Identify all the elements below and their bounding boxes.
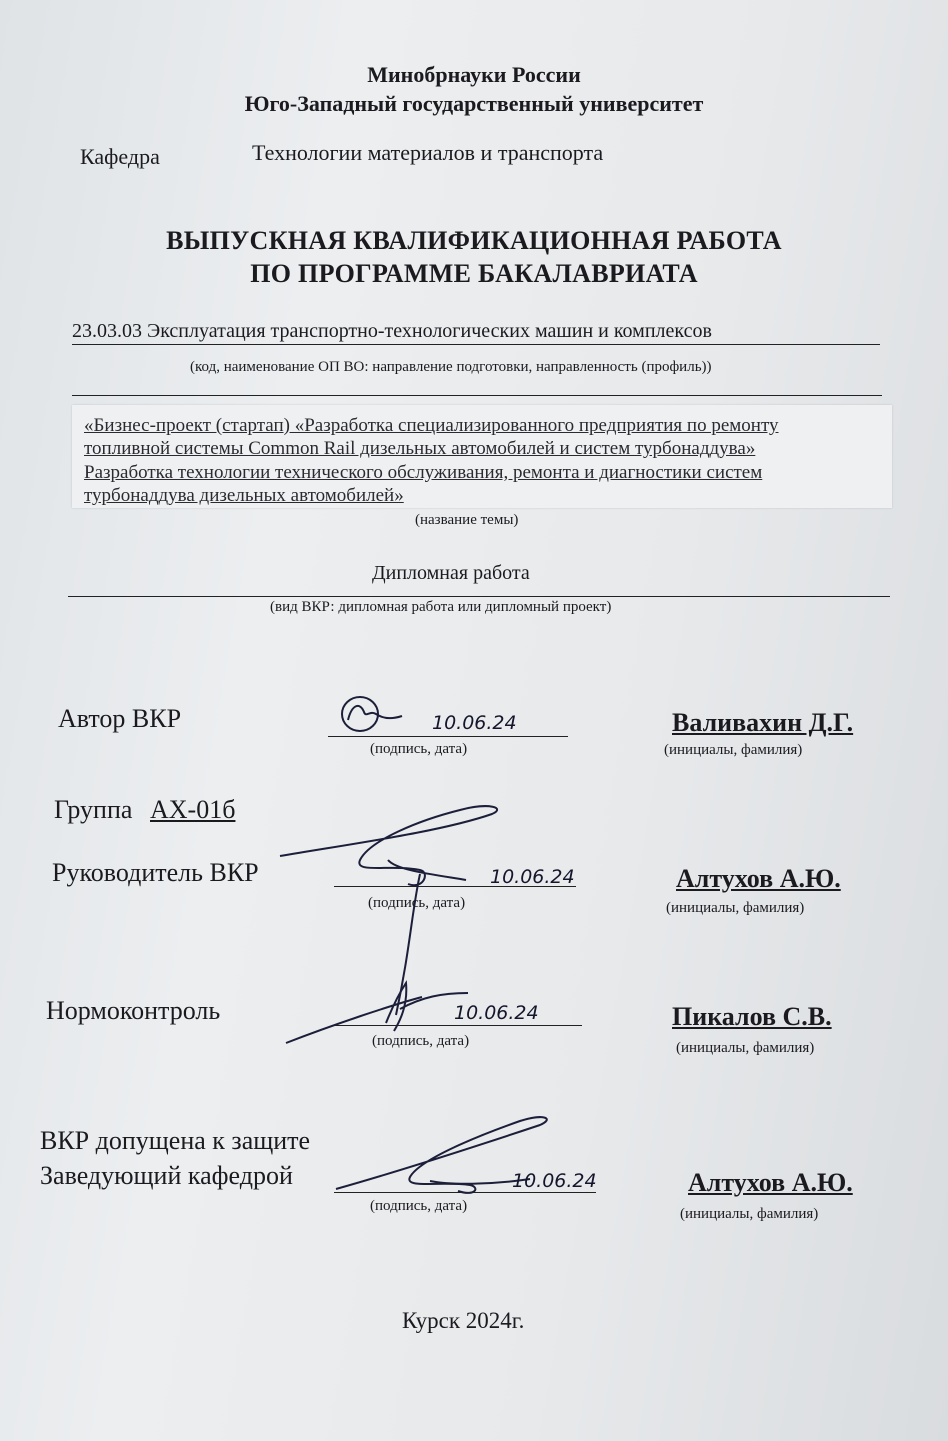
supervisor-sig-caption-wrap <box>368 894 465 912</box>
supervisor-role: Руководитель ВКР <box>52 858 259 887</box>
program-caption: (код, наименование ОП ВО: направление подготовки, направленность (профиль)) <box>190 359 712 375</box>
department-name: Технологии материалов и транспорта <box>252 140 604 165</box>
normcontrol-date: 10.06.24 <box>454 1002 539 1024</box>
normcontrol-sig-caption: (подпись, дата) <box>372 1033 470 1049</box>
head-name: Алтухов А.Ю. <box>688 1168 853 1197</box>
program-caption-wrap <box>190 358 712 376</box>
author-name-caption-wrap <box>664 741 802 759</box>
topic-caption-wrap <box>415 511 518 529</box>
defense-admitted: ВКР допущена к защите <box>40 1126 311 1155</box>
program-underline <box>72 344 880 345</box>
author-name-caption: (инициалы, фамилия) <box>664 742 803 758</box>
head-name-caption: (инициалы, фамилия) <box>680 1206 819 1222</box>
head-date: 10.06.24 <box>512 1170 597 1192</box>
topic-line-4: турбонаддува дизельных автомобилей» <box>84 485 404 506</box>
author-role: Автор ВКР <box>58 704 182 733</box>
author-sig-caption: (подпись, дата) <box>370 741 468 757</box>
department-label: Кафедра <box>80 144 160 169</box>
head-sig-caption-wrap <box>370 1197 467 1215</box>
topic-line-3: Разработка технологии технического обслуживания, ремонта и диагностики систем <box>84 462 763 483</box>
work-type-underline <box>68 596 890 597</box>
document-title-line2: ПО ПРОГРАММЕ БАКАЛАВРИАТА <box>250 259 698 288</box>
supervisor-sig-caption: (подпись, дата) <box>368 895 466 911</box>
head-sig-caption: (подпись, дата) <box>370 1198 468 1214</box>
supervisor-name-caption-wrap <box>666 899 804 917</box>
normcontrol-role: Нормоконтроль <box>46 996 221 1025</box>
university-name: Юго-Западный государственный университет <box>244 91 704 116</box>
head-role: Заведующий кафедрой <box>40 1161 293 1190</box>
document-title-line1: ВЫПУСКНАЯ КВАЛИФИКАЦИОННАЯ РАБОТА <box>166 226 782 255</box>
work-type-caption-wrap <box>270 598 611 616</box>
group-label: Группа <box>54 795 133 824</box>
normcontrol-name-caption-wrap <box>676 1039 814 1057</box>
work-type-caption: (вид ВКР: дипломная работа или дипломный проект) <box>270 599 612 615</box>
topic-line-2: топливной системы Common Rail дизельных автомобилей и систем турбонаддува» <box>84 438 756 459</box>
topic-caption: (название темы) <box>415 512 519 528</box>
author-date: 10.06.24 <box>432 712 517 734</box>
author-signature <box>330 690 430 740</box>
normcontrol-name-caption: (инициалы, фамилия) <box>676 1040 815 1056</box>
supervisor-date: 10.06.24 <box>490 866 575 888</box>
program-code-name: 23.03.03 Эксплуатация транспортно-технологических машин и комплексов <box>72 320 712 342</box>
supervisor-name-caption: (инициалы, фамилия) <box>666 900 805 916</box>
city-year: Курск 2024г. <box>402 1308 525 1333</box>
normcontrol-name: Пикалов С.В. <box>672 1002 832 1031</box>
head-name-caption-wrap <box>680 1205 818 1223</box>
program-blank-line <box>72 395 882 396</box>
work-type-value: Дипломная работа <box>372 562 530 584</box>
normcontrol-sig-caption-wrap <box>372 1032 469 1050</box>
supervisor-name: Алтухов А.Ю. <box>676 864 841 893</box>
topic-line-1: «Бизнес-проект (стартап) «Разработка специализированного предприятия по ремонту <box>84 415 779 436</box>
group-value: АХ-01б <box>150 795 236 824</box>
author-sig-caption-wrap <box>370 740 467 758</box>
ministry-name: Минобрнауки России <box>367 62 581 87</box>
author-name: Валивахин Д.Г. <box>672 708 854 737</box>
